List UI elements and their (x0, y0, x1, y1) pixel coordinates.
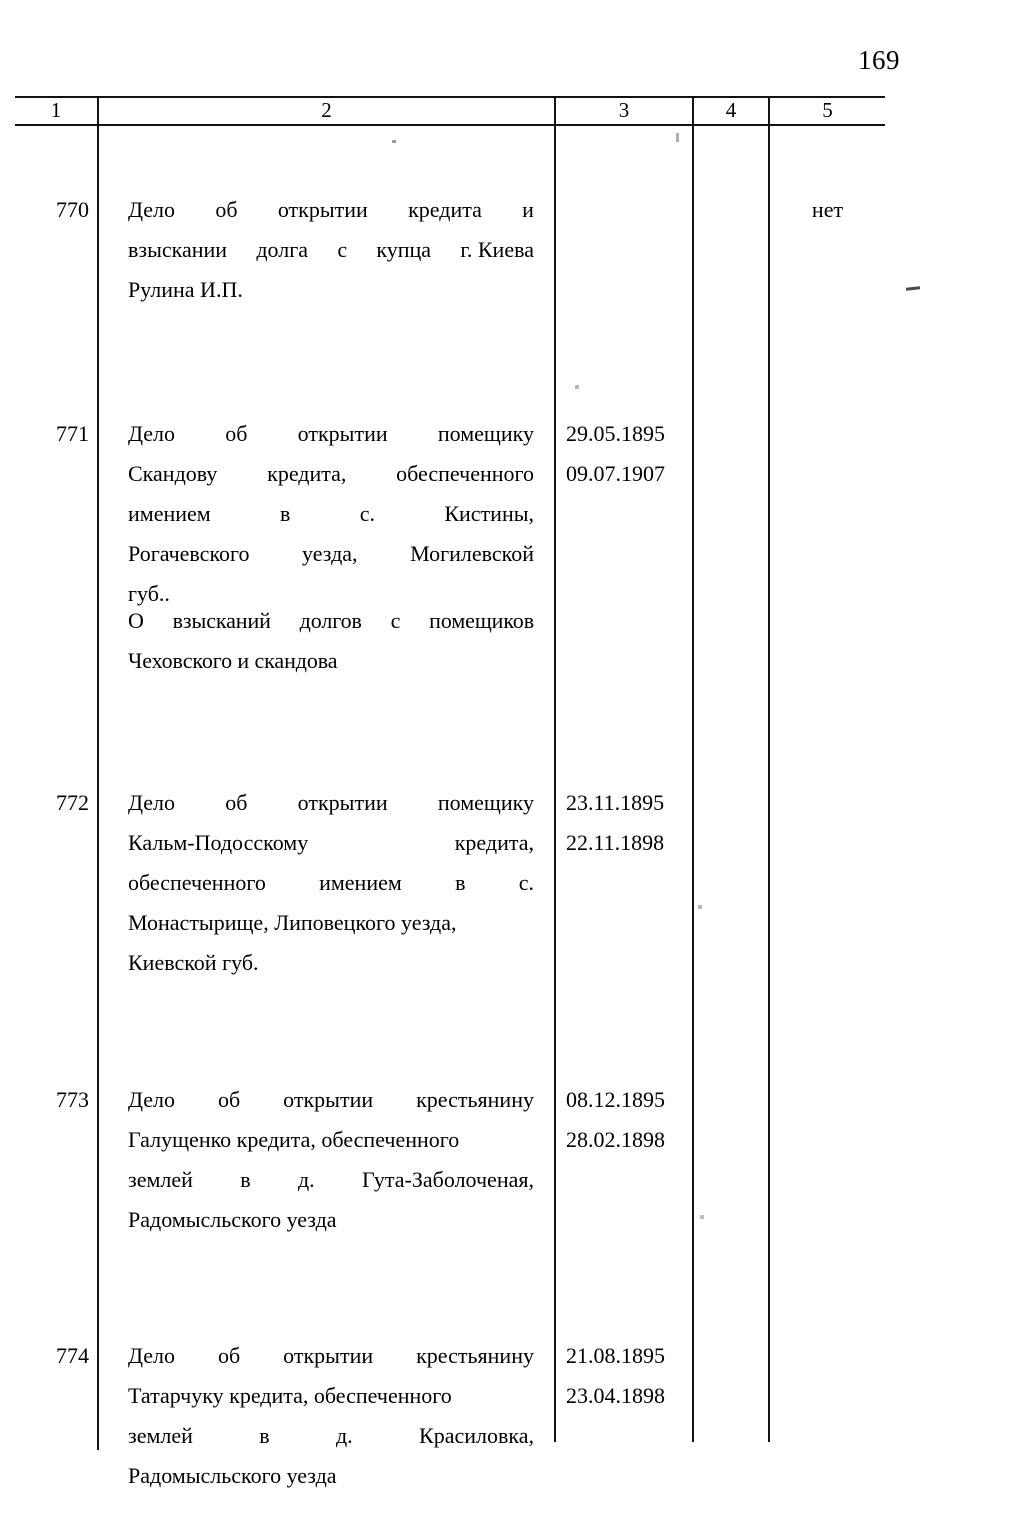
row-number: 770 (56, 197, 89, 222)
text-line: землей в д. Гута-Заболоченая, (128, 1167, 534, 1192)
column-divider-2 (554, 98, 556, 1442)
column-header-3: 3 (618, 98, 630, 122)
row-number: 772 (56, 790, 89, 815)
row-dates (566, 783, 690, 863)
text-line: Радомысльского уезда (128, 1207, 337, 1232)
text-line: Радомысльского уезда (128, 1463, 337, 1488)
column-divider-1 (97, 98, 99, 1450)
text-line: Рогачевского уезда, Могилевской (128, 541, 534, 566)
scan-artifact (698, 905, 702, 909)
text-line: имением в с. Кистины, (128, 501, 534, 526)
text-line: Скандову кредита, обеспеченного (128, 461, 534, 486)
scan-artifact (700, 1215, 704, 1219)
text-line: Татарчуку кредита, обеспеченного (128, 1383, 452, 1408)
text-line: Кальм-Подосскому кредита, (128, 830, 534, 855)
text-line: 09.07.1907 (566, 461, 665, 486)
text-line: Галущенко кредита, обеспеченного (128, 1127, 460, 1152)
row-dates (566, 414, 690, 494)
text-line: Дело об открытии крестьянину (128, 1343, 534, 1368)
column-divider-4 (768, 98, 770, 1442)
row-description (128, 1336, 534, 1496)
row-number: 771 (56, 421, 89, 446)
scan-artifact (676, 133, 679, 142)
row-description (128, 783, 534, 983)
table-header-rule (15, 124, 885, 126)
row-dates (566, 1336, 690, 1416)
column-header-4: 4 (725, 98, 737, 122)
row-description (128, 1080, 534, 1240)
scan-artifact (392, 140, 396, 143)
column-header-5: 5 (822, 98, 833, 122)
text-line: Дело об открытии помещику (128, 790, 534, 815)
text-line: Дело об открытии кредита и (128, 197, 534, 222)
row-dates (566, 1080, 690, 1160)
row-number: 773 (56, 1087, 89, 1112)
row-description (128, 190, 534, 310)
text-line: обеспеченного имением в с. (128, 870, 534, 895)
text-line: 08.12.1895 (566, 1087, 665, 1112)
text-line: 22.11.1898 (566, 830, 665, 855)
text-line: 23.11.1895 (566, 790, 665, 815)
text-line: 28.02.1898 (566, 1127, 665, 1152)
column-divider-3 (692, 98, 694, 1442)
text-line: взыскании долга с купца г. Киева (128, 237, 534, 262)
scan-artifact (906, 286, 920, 290)
scan-artifact (575, 385, 579, 389)
page-number: 169 (858, 45, 900, 75)
text-line: 23.04.1898 (566, 1383, 665, 1408)
row-number: 774 (56, 1343, 89, 1368)
text-line: Рулина И.П. (128, 277, 243, 302)
text-line: губ.. (128, 581, 170, 606)
text-line: Дело об открытии крестьянину (128, 1087, 534, 1112)
text-line: Чеховского и скандова (128, 648, 338, 673)
text-line: Монастырище, Липовецкого уезда, (128, 910, 457, 935)
row-description-extra (128, 601, 534, 681)
text-line: землей в д. Красиловка, (128, 1423, 534, 1448)
column-header-1: 1 (50, 98, 62, 122)
row-note: нет (811, 197, 844, 222)
text-line: Дело об открытии помещику (128, 421, 534, 446)
text-line: О взысканий долгов с помещиков (128, 608, 534, 633)
text-line: 21.08.1895 (566, 1343, 665, 1368)
column-header-2: 2 (321, 98, 332, 122)
row-description (128, 414, 534, 614)
text-line: 29.05.1895 (566, 421, 665, 446)
text-line: Киевской губ. (128, 950, 259, 975)
